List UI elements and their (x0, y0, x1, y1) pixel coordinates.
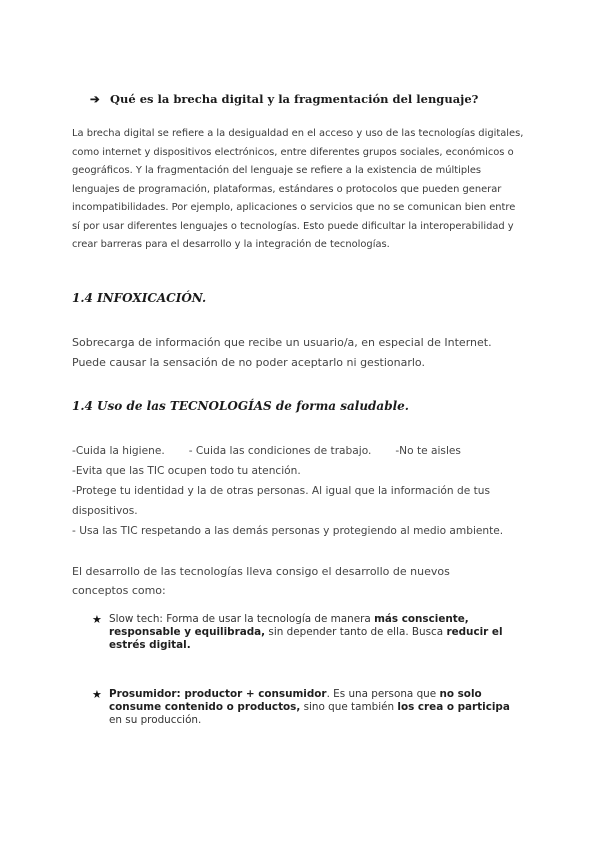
paragraph-line: conceptos como: (72, 584, 166, 597)
arrow-icon: ➔ (90, 92, 100, 106)
slow-tech-term: Slow tech: (109, 613, 163, 625)
paragraph-line: La brecha digital se refiere a la desigualdad en el acceso y uso de las tecnologías digitales, (72, 128, 524, 139)
paragraph-line: como internet y dispositivos electrónicos, entre diferentes grupos sociales, económicos o (72, 146, 514, 158)
concepts-intro (72, 562, 542, 600)
infoxicacion-heading: 1.4 INFOXICACIÓN. (72, 291, 207, 305)
paragraph-line: Puede causar la sensación de no poder aceptarlo ni gestionarlo. (72, 356, 425, 369)
paragraph-line: incompatibilidades. Por ejemplo, aplicaciones o servicios que no se comunican bien entre (72, 202, 516, 213)
paragraph-line: crear barreras para el desarrollo y la integración de tecnologías. (72, 239, 390, 250)
prosumidor-item (92, 688, 532, 727)
prosumidor-text: . Es una persona que (326, 688, 440, 700)
prosumidor-text: sino que también (300, 701, 398, 713)
tip-item: -Cuida la higiene. (72, 445, 165, 457)
star-icon: ★ (92, 688, 102, 701)
prosumidor-term: Prosumidor: productor + consumidor (109, 688, 327, 700)
question-title: Qué es la brecha digital y la fragmentación del lenguaje? (110, 92, 479, 106)
slow-tech-bold: reducir el (446, 626, 503, 638)
tip-item: - Cuida las condiciones de trabajo. (188, 445, 372, 457)
prosumidor-bold: los crea o participa (397, 701, 510, 713)
star-icon: ★ (92, 613, 102, 626)
slow-tech-bold: más consciente, (374, 613, 469, 625)
tip-item: -Protege tu identidad y la de otras personas. Al igual que la información de tus (72, 485, 490, 497)
tip-item: - Usa las TIC respetando a las demás personas y protegiendo al medio ambiente. (72, 525, 504, 537)
paragraph-line: geográficos. Y la fragmentación del lenguaje se refiere a la existencia de múltiples (72, 165, 482, 176)
slow-tech-bold: estrés digital. (109, 639, 191, 651)
tip-item-continuation: dispositivos. (72, 505, 138, 517)
infoxicacion-paragraph (72, 333, 532, 373)
paragraph-line: El desarrollo de las tecnologías lleva consigo el desarrollo de nuevos (72, 565, 450, 578)
paragraph-line: Sobrecarga de información que recibe un usuario/a, en especial de Internet. (72, 336, 492, 349)
tips-row (72, 441, 542, 461)
slow-tech-text: Forma de usar la tecnología de manera (162, 613, 375, 625)
slow-tech-bold: responsable y equilibrada, (109, 626, 266, 638)
paragraph-line: sí por usar diferentes lenguajes o tecnologías. Esto puede dificultar la interoperabilidad y (72, 220, 514, 232)
health-tips-list (72, 441, 542, 541)
slow-tech-text: sin depender tanto de ella. Busca (265, 626, 447, 638)
prosumidor-bold: consume contenido o productos, (109, 701, 301, 713)
slow-tech-item (92, 613, 532, 652)
saludable-heading: 1.4 Uso de las TECNOLOGÍAS de forma saludable. (72, 399, 409, 413)
prosumidor-bold: no solo (439, 688, 482, 700)
tip-item: -Evita que las TIC ocupen todo tu atención. (72, 465, 301, 477)
tip-item: -No te aisles (395, 445, 461, 457)
paragraph-line: lenguajes de programación, plataformas, estándares o protocolos que pueden generar (72, 183, 502, 195)
brecha-paragraph (72, 125, 532, 255)
question-heading (90, 92, 560, 106)
prosumidor-text: en su producción. (109, 714, 202, 726)
